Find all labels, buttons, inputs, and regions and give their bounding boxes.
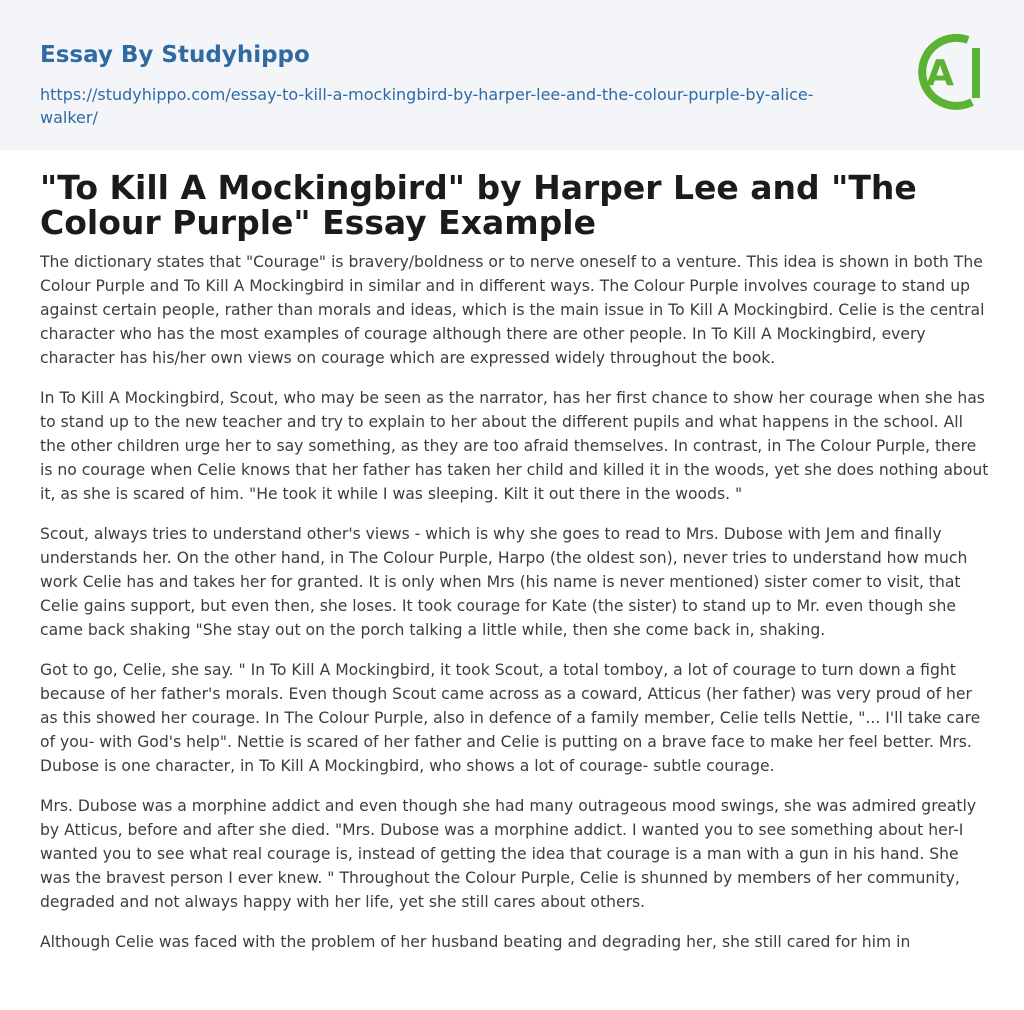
essay-paragraph: Got to go, Celie, she say. " In To Kill A Mockingbird, it took Scout, a total tomboy, a lot of courage to turn down a fight because of her father's morals. Even though Scout came across as a coward, Atticus (her father) was very proud of her as this showed her courage. In The Colour Purple, also in defence of a family member, Celie tells Nettie, "... I'll take care of you- with God's help". Nettie is scared of her father and Celie is putting on a brave face to make her feel better. Mrs. Dubose is one character, in To Kill A Mockingbird, who shows a lot of courage- subtle courage.: [40, 661, 981, 775]
site-header: [0, 0, 1024, 150]
studyhippo-logo-icon[interactable]: [910, 28, 990, 118]
essay-paragraph: In To Kill A Mockingbird, Scout, who may be seen as the narrator, has her first chance to show her courage when she has to stand up to the new teacher and try to explain to her about the different pupils and what happens in the school. All the other children urge her to say something, as they are too afraid themselves. In contrast, in The Colour Purple, there is no courage when Celie knows that her father has taken her child and killed it in the woods, yet she does nothing about it, as she is scared of him. "He took it while I was sleeping. Kilt it out there in the woods. ": [40, 389, 989, 503]
essay-paragraph: Although Celie was faced with the problem of her husband beating and degrading her, she still cared for him in: [40, 933, 911, 951]
essay-paragraph: Mrs. Dubose was a morphine addict and even though she had many outrageous mood swings, she was admired greatly by Atticus, before and after she died. "Mrs. Dubose was a morphine addict. I wanted you to see something about her-I wanted you to see what real courage is, instead of getting the idea that courage is a man with a gun in his hand. She was the bravest person I ever knew. " Throughout the Colour Purple, Celie is shunned by members of her community, degraded and not always happy with her life, yet she still cares about others.: [40, 797, 977, 911]
logo-letter: A: [926, 53, 954, 94]
essay-body: [40, 250, 990, 970]
site-brand[interactable]: Essay By Studyhippo: [40, 42, 310, 68]
essay-title: "To Kill A Mockingbird" by Harper Lee and "The Colour Purple" Essay Example: [40, 168, 917, 242]
source-url-link[interactable]: https://studyhippo.com/essay-to-kill-a-mockingbird-by-harper-lee-and-the-colour-purple-by-alice-walker/: [40, 85, 814, 127]
essay-paragraph: Scout, always tries to understand other's views - which is why she goes to read to Mrs. Dubose with Jem and finally understands her. On the other hand, in The Colour Purple, Harpo (the oldest son), never tries to understand how much work Celie has and takes her for granted. It is only when Mrs (his name is never mentioned) sister comer to visit, that Celie gains support, but even then, she loses. It took courage for Kate (the sister) to stand up to Mr. even though she came back shaking "She stay out on the porch talking a little while, then she come back in, shaking.: [40, 525, 968, 639]
essay-paragraph: The dictionary states that "Courage" is bravery/boldness or to nerve oneself to a venture. This idea is shown in both The Colour Purple and To Kill A Mockingbird in similar and in different ways. The Colour Purple involves courage to stand up against certain people, rather than morals and ideas, which is the main issue in To Kill A Mockingbird. Celie is the central character who has the most examples of courage although there are other people. In To Kill A Mockingbird, every character has his/her own views on courage which are expressed widely throughout the book.: [40, 253, 985, 367]
